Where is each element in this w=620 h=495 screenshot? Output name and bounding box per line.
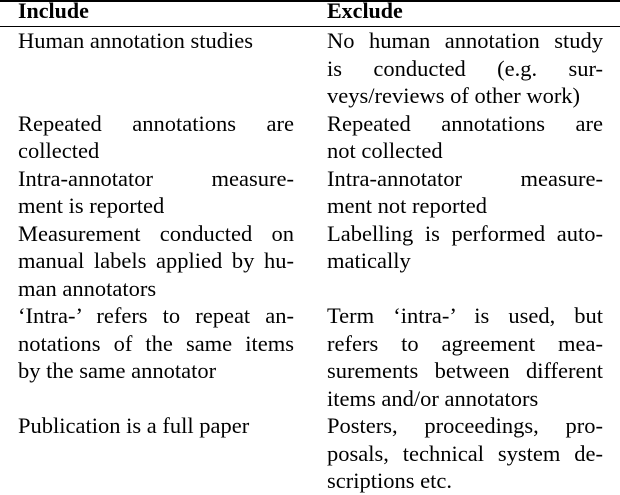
include-line: Intra-annotator measure- <box>18 165 294 191</box>
include-line: ‘Intra-’ refers to repeat an- <box>18 303 294 328</box>
exclude-line: Repeated annotations are <box>327 110 603 136</box>
exclude-cell <box>327 110 603 165</box>
exclude-line: Labelling is performed auto- <box>327 220 603 246</box>
exclude-line: not collected <box>327 138 443 163</box>
exclude-cell <box>327 220 603 275</box>
include-line: Human annotation studies <box>18 28 253 53</box>
include-line: ment is reported <box>18 193 165 218</box>
exclude-line: Intra-annotator measure- <box>327 165 603 191</box>
header-exclude: Exclude <box>327 0 403 23</box>
exclude-line: ment not reported <box>327 193 487 218</box>
exclude-line: is conducted (e.g. sur- <box>327 55 603 81</box>
include-line: man annotators <box>18 275 157 301</box>
include-line: Measurement conducted on <box>18 220 294 246</box>
include-cell <box>18 27 294 55</box>
exclude-cell <box>327 27 603 110</box>
include-line: by the same annotator <box>18 358 217 383</box>
exclude-line: scriptions etc. <box>327 468 452 493</box>
exclude-cell <box>327 412 603 495</box>
include-line: manual labels applied by hu- <box>18 248 294 273</box>
include-cell <box>18 165 294 220</box>
include-cell <box>18 412 294 440</box>
exclude-line: matically <box>327 248 411 273</box>
header-include: Include <box>18 0 89 23</box>
exclude-line: posals, technical system de- <box>327 440 603 466</box>
exclude-cell <box>327 302 603 412</box>
include-line: collected <box>18 138 100 163</box>
include-cell <box>18 220 294 303</box>
exclude-line: Term ‘intra-’ is used, but <box>327 303 603 328</box>
exclude-line: items and/or annotators <box>327 385 539 411</box>
include-cell <box>18 302 294 385</box>
include-line: Repeated annotations are <box>18 110 294 136</box>
exclude-line: No human annotation study <box>327 28 603 53</box>
exclude-line: veys/reviews of other work) <box>327 83 581 108</box>
exclude-cell <box>327 165 603 220</box>
table-top-rule <box>0 0 620 2</box>
exclude-line: refers to agreement mea- <box>327 330 603 356</box>
exclude-line: Posters, proceedings, pro- <box>327 413 603 438</box>
include-line: Publication is a full paper <box>18 413 250 438</box>
exclude-line: surements between different <box>327 358 603 383</box>
include-cell <box>18 110 294 165</box>
include-line: notations of the same items <box>18 330 294 356</box>
